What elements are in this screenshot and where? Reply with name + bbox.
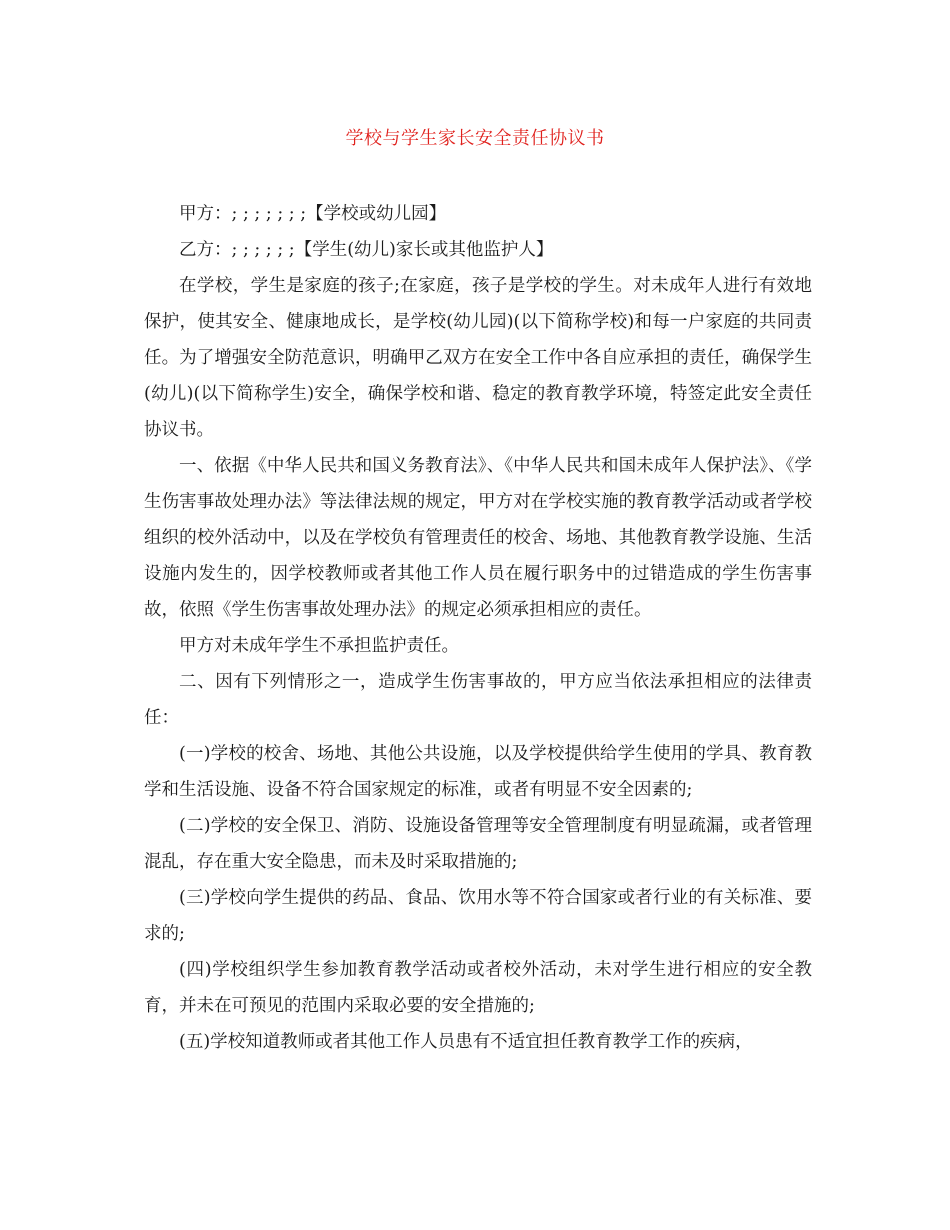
document-title: 学校与学生家长安全责任协议书 — [345, 128, 605, 149]
clause-1-paragraph: 一、依据《中华人民共和国义务教育法》、《中华人民共和国未成年人保护法》、《学生伤害事故处理办法》等法律法规的规定，甲方对在学校实施的教育教学活动或者学校组织的校外活动中，以及在学校负有管理责任的校舍、场地、其他教育教学设施、生活设施内发生的，因学校教师或者其他工作人员在履行职务中的过错造成的学生伤害事故，依照《学生伤害事故处理办法》的规定必须承担相应的责任。 — [144, 456, 812, 620]
intro-paragraph: 在学校，学生是家庭的孩子;在家庭，孩子是学校的学生。对未成年人进行有效地保护，使其安全、健康地成长，是学校(幼儿园)(以下简称学校)和每一户家庭的共同责任。为了增强安全防范意识，明确甲乙双方在安全工作中各自应承担的责任，确保学生(幼儿)(以下简称学生)安全，确保学校和谐、稳定的教育教学环境，特签定此安全责任协议书。 — [144, 276, 812, 440]
guardian-note-paragraph: 甲方对未成年学生不承担监护责任。 — [179, 636, 459, 656]
party-b-line: 乙方：; ; ; ; ; ;【学生(幼儿)家长或其他监护人】 — [179, 240, 554, 260]
item-3-paragraph: (三)学校向学生提供的药品、食品、饮用水等不符合国家或者行业的有关标准、要求的; — [144, 888, 812, 944]
party-a-line: 甲方：; ; ; ; ; ; ;【学校或幼儿园】 — [179, 204, 447, 224]
item-2-paragraph: (二)学校的安全保卫、消防、设施设备管理等安全管理制度有明显疏漏，或者管理混乱，存在重大安全隐患，而未及时采取措施的; — [144, 816, 812, 872]
clause-2-paragraph: 二、因有下列情形之一，造成学生伤害事故的，甲方应当依法承担相应的法律责任： — [144, 672, 812, 728]
item-4-paragraph: (四)学校组织学生参加教育教学活动或者校外活动，未对学生进行相应的安全教育，并未在可预见的范围内采取必要的安全措施的; — [144, 960, 812, 1016]
item-1-paragraph: (一)学校的校舍、场地、其他公共设施，以及学校提供给学生使用的学具、教育教学和生活设施、设备不符合国家规定的标准，或者有明显不安全因素的; — [144, 744, 812, 800]
item-5-paragraph: (五)学校知道教师或者其他工作人员患有不适宜担任教育教学工作的疾病， — [179, 1032, 753, 1052]
document-body — [144, 196, 812, 1060]
